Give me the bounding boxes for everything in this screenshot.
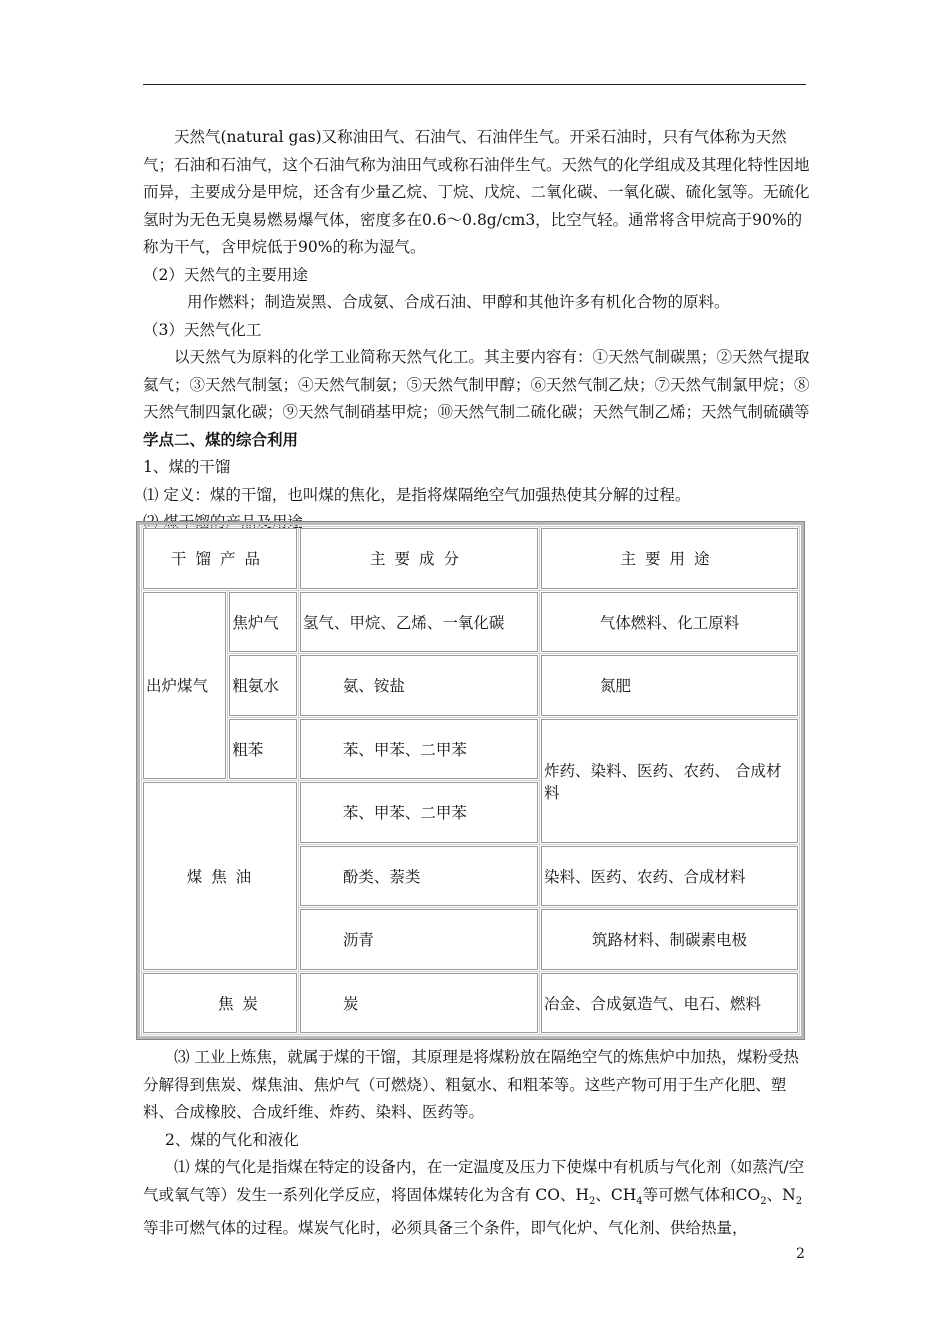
intro-section xyxy=(143,124,811,537)
uses-cell-merged: 炸药、染料、医药、农药、 合成材料 xyxy=(541,719,798,843)
uses-cell: 筑路材料、制碳素电极 xyxy=(541,909,798,970)
gasify-heading: 2、煤的气化和液化 xyxy=(165,1130,299,1149)
gasify-paragraph: ⑴ 煤的气化是指煤在特定的设备内，在一定温度及压力下使煤中有机质与气化剂（如蒸汽/空气或氧气等）发生一系列化学反应，将固体煤转化为含有 CO、$H_2$、$CH_4$等可燃气体和$CO_2$、$N_2$等非可燃气体的过程。煤炭气化时，必须具备三个条件，即气化炉、气化剂、供给热量， xyxy=(143,1158,805,1238)
definition-text: ⑴ 定义：煤的干馏，也叫煤的焦化，是指将煤隔绝空气加强热使其分解的过程。 xyxy=(143,485,691,504)
section-title: 学点二、煤的综合利用 xyxy=(143,430,299,449)
group-tar: 煤 焦 油 xyxy=(143,782,297,970)
table-row xyxy=(143,973,798,1034)
components-cell: 苯、甲苯、二甲苯 xyxy=(300,782,538,843)
group-gas: 出炉煤气 xyxy=(143,592,226,780)
table-header-row xyxy=(143,528,798,589)
after-table-section xyxy=(143,1044,811,1243)
uses-cell: 气体燃料、化工原料 xyxy=(541,592,798,653)
table-row xyxy=(143,655,798,716)
table-row xyxy=(143,719,798,780)
uses-heading: （2）天然气的主要用途 xyxy=(143,265,308,284)
dry-distillation-heading: 1、煤的干馏 xyxy=(143,458,231,476)
uses-text: 用作燃料；制造炭黑、合成氨、合成石油、甲醇和其他许多有机化合物的原料。 xyxy=(187,293,730,311)
natural-gas-paragraph: 天然气(natural gas)又称油田气、石油气、石油伴生气。开采石油时，只有气体称为天然气；石油和石油气，这个石油气称为油田气或称石油伴生气。天然气的化学组成及其理化特性因地而异，主要成分是甲烷，还含有少量乙烷、丁烷、戊烷、二氧化碳、一氧化碳、硫化氢等。无硫化氢时为无色无臭易燃易爆气体，密度多在0.6～0.8g/cm3，比空气轻。通常将含甲烷高于90%的称为干气，含甲烷低于90%的称为湿气。 xyxy=(143,128,810,256)
header-product: 干馏产品 xyxy=(143,528,297,589)
coking-products-table xyxy=(137,522,804,1039)
industry-paragraph: ⑶ 工业上炼焦，就属于煤的干馏，其原理是将煤粉放在隔绝空气的炼焦炉中加热，煤粉受热分解得到焦炭、煤焦油、焦炉气（可燃烧）、粗氨水、和粗苯等。这些产物可用于生产化肥、塑料、合成橡胶、合成纤维、炸药、染料、医药等。 xyxy=(143,1048,799,1121)
components-cell: 苯、甲苯、二甲苯 xyxy=(300,719,538,780)
components-cell: 氢气、甲烷、乙烯、一氧化碳 xyxy=(300,592,538,653)
header-components: 主要成分 xyxy=(300,528,538,589)
uses-cell: 氮肥 xyxy=(541,655,798,716)
uses-cell: 染料、医药、农药、合成材料 xyxy=(541,846,798,907)
components-cell: 沥青 xyxy=(300,909,538,970)
gas-chemical-text: 以天然气为原料的化学工业简称天然气化工。其主要内容有：①天然气制碳黑；②天然气提取氦气；③天然气制氢；④天然气制氨；⑤天然气制甲醇；⑥天然气制乙炔；⑦天然气制氯甲烷；⑧天然气制四氯化碳；⑨天然气制硝基甲烷；⑩天然气制二硫化碳；天然气制乙烯；天然气制硫磺等 xyxy=(143,348,810,421)
coke-label: 焦 炭 xyxy=(143,973,297,1034)
gas-chemical-heading: （3）天然气化工 xyxy=(143,320,262,339)
components-cell: 炭 xyxy=(300,973,538,1034)
header-uses: 主要用途 xyxy=(541,528,798,589)
sub-product: 粗氨水 xyxy=(229,655,297,716)
products-heading: ⑵ 煤干馏的产品及用途 xyxy=(143,513,303,531)
sub-product: 粗苯 xyxy=(229,719,297,780)
sub-product: 焦炉气 xyxy=(229,592,297,653)
uses-cell: 冶金、合成氨造气、电石、燃料 xyxy=(541,973,798,1034)
page-number: 2 xyxy=(796,1246,805,1262)
header-rule xyxy=(143,84,806,85)
table-row xyxy=(143,592,798,653)
components-cell: 酚类、萘类 xyxy=(300,846,538,907)
components-cell: 氨、铵盐 xyxy=(300,655,538,716)
